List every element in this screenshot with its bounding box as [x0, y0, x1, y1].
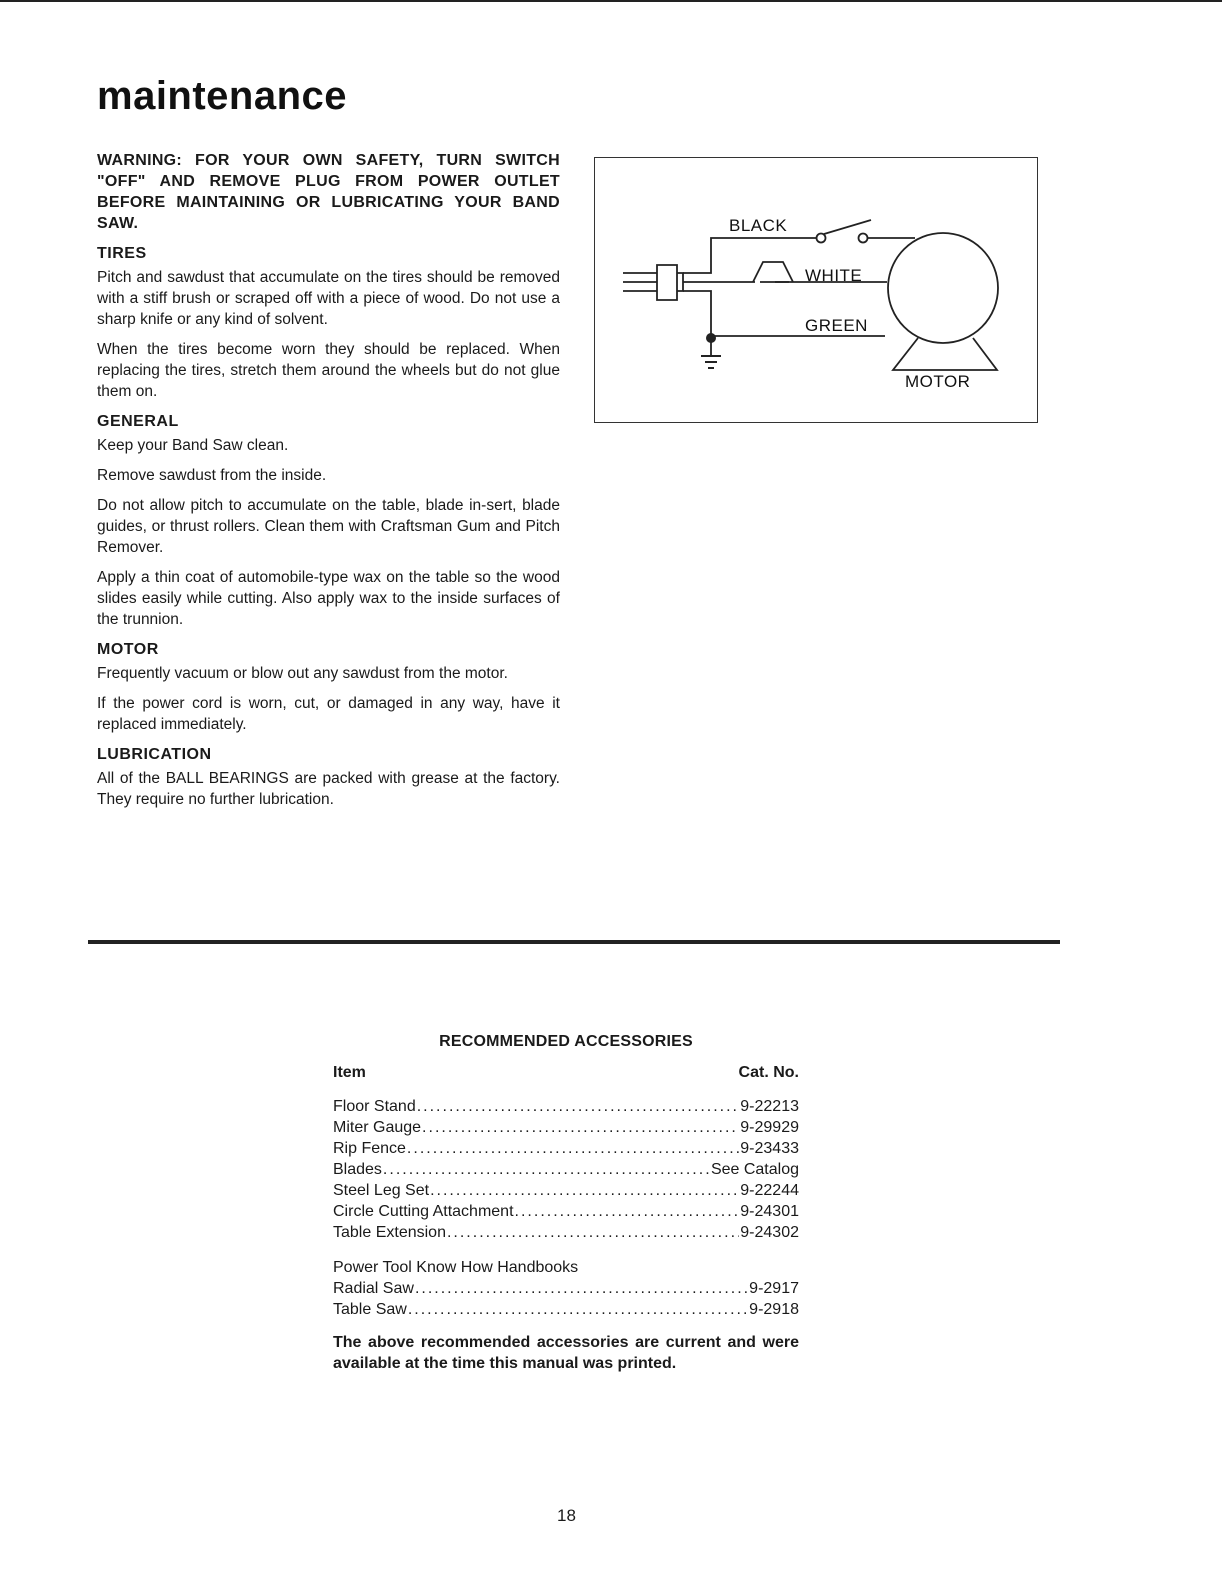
- lubrication-heading: LUBRICATION: [97, 746, 212, 763]
- accessory-row: Rip Fence ..... 9-23433: [333, 1138, 799, 1159]
- accessory-row: Circle Cutting Attachment ..... 9-24301: [333, 1201, 799, 1222]
- general-paragraph-1: Keep your Band Saw clean.: [97, 437, 289, 454]
- general-paragraph-2: Remove sawdust from the inside.: [97, 467, 327, 484]
- maintenance-column: [97, 150, 560, 819]
- wiring-diagram-drawing: [595, 158, 1039, 424]
- section-divider: [88, 940, 1060, 944]
- switch-lever: [824, 220, 871, 234]
- motor-paragraph-1: Frequently vacuum or blow out any sawdust from the motor.: [97, 665, 508, 682]
- handbook-row: Table Saw ..... 9-2918: [333, 1299, 799, 1320]
- safety-warning: WARNING: FOR YOUR OWN SAFETY, TURN SWITCH "OFF" AND REMOVE PLUG FROM POWER OUTLET BEFORE MAINTAINING OR LUBRICATING YOUR BAND SAW.: [97, 152, 560, 232]
- motor-paragraph-2: If the power cord is worn, cut, or damaged in any way, have it replaced immediately.: [97, 695, 560, 733]
- handbooks-title: Power Tool Know How Handbooks: [333, 1259, 579, 1276]
- plug-body: [657, 265, 677, 300]
- switch-contact-right: [859, 234, 868, 243]
- general-paragraph-3: Do not allow pitch to accumulate on the table, blade in-sert, blade guides, or thrust rollers. Clean them with Craftsman Gum and Pitch Remover.: [97, 497, 560, 556]
- black-label: BLACK: [729, 216, 788, 235]
- accessory-row: Miter Gauge ..... 9-29929: [333, 1117, 799, 1138]
- accessories-header: [333, 1064, 799, 1082]
- lubrication-paragraph-1: All of the BALL BEARINGS are packed with grease at the factory. They require no further lubrication.: [97, 770, 560, 808]
- ground-symbol: [701, 356, 721, 368]
- cat-no-column-header: Cat. No.: [738, 1064, 799, 1081]
- general-heading: GENERAL: [97, 413, 179, 430]
- plug-step: [677, 273, 683, 291]
- switch-contact-left: [817, 234, 826, 243]
- black-wire: [683, 238, 817, 273]
- top-border-line: [0, 0, 1222, 2]
- motor-label: MOTOR: [905, 372, 971, 391]
- item-column-header: Item: [333, 1064, 366, 1081]
- general-paragraph-4: Apply a thin coat of automobile-type wax on the table so the wood slides easily while cutting. Also apply wax to the inside surfaces of the trunnion.: [97, 569, 560, 628]
- accessories-title: RECOMMENDED ACCESSORIES: [439, 1033, 693, 1050]
- plug-prongs: [623, 273, 657, 291]
- motor-circle: [888, 233, 998, 343]
- accessory-row: Blades ..... See Catalog: [333, 1159, 799, 1180]
- accessories-note: The above recommended accessories are current and were available at the time this manual was printed.: [333, 1334, 799, 1372]
- white-label: WHITE: [805, 266, 863, 285]
- tires-paragraph-1: Pitch and sawdust that accumulate on the tires should be removed with a stiff brush or scraped off with a piece of wood. Do not use a sharp knife or any kind of solvent.: [97, 269, 560, 328]
- page-title: maintenance: [97, 74, 348, 118]
- tires-paragraph-2: When the tires become worn they should be replaced. When replacing the tires, stretch them around the wheels but do not glue them on.: [97, 341, 560, 400]
- white-symbol-top: [753, 262, 793, 282]
- recommended-accessories: [333, 1033, 799, 1374]
- green-label: GREEN: [805, 316, 868, 335]
- ground-junction-dot: [706, 333, 716, 343]
- tires-heading: TIRES: [97, 245, 147, 262]
- accessory-row: Floor Stand ..... 9-22213: [333, 1096, 799, 1117]
- wiring-diagram: [594, 157, 1038, 423]
- handbook-row: Radial Saw ..... 9-2917: [333, 1278, 799, 1299]
- accessory-row: Table Extension ..... 9-24302: [333, 1222, 799, 1243]
- motor-heading: MOTOR: [97, 641, 159, 658]
- page-number: 18: [557, 1506, 576, 1525]
- accessory-row: Steel Leg Set ..... 9-22244: [333, 1180, 799, 1201]
